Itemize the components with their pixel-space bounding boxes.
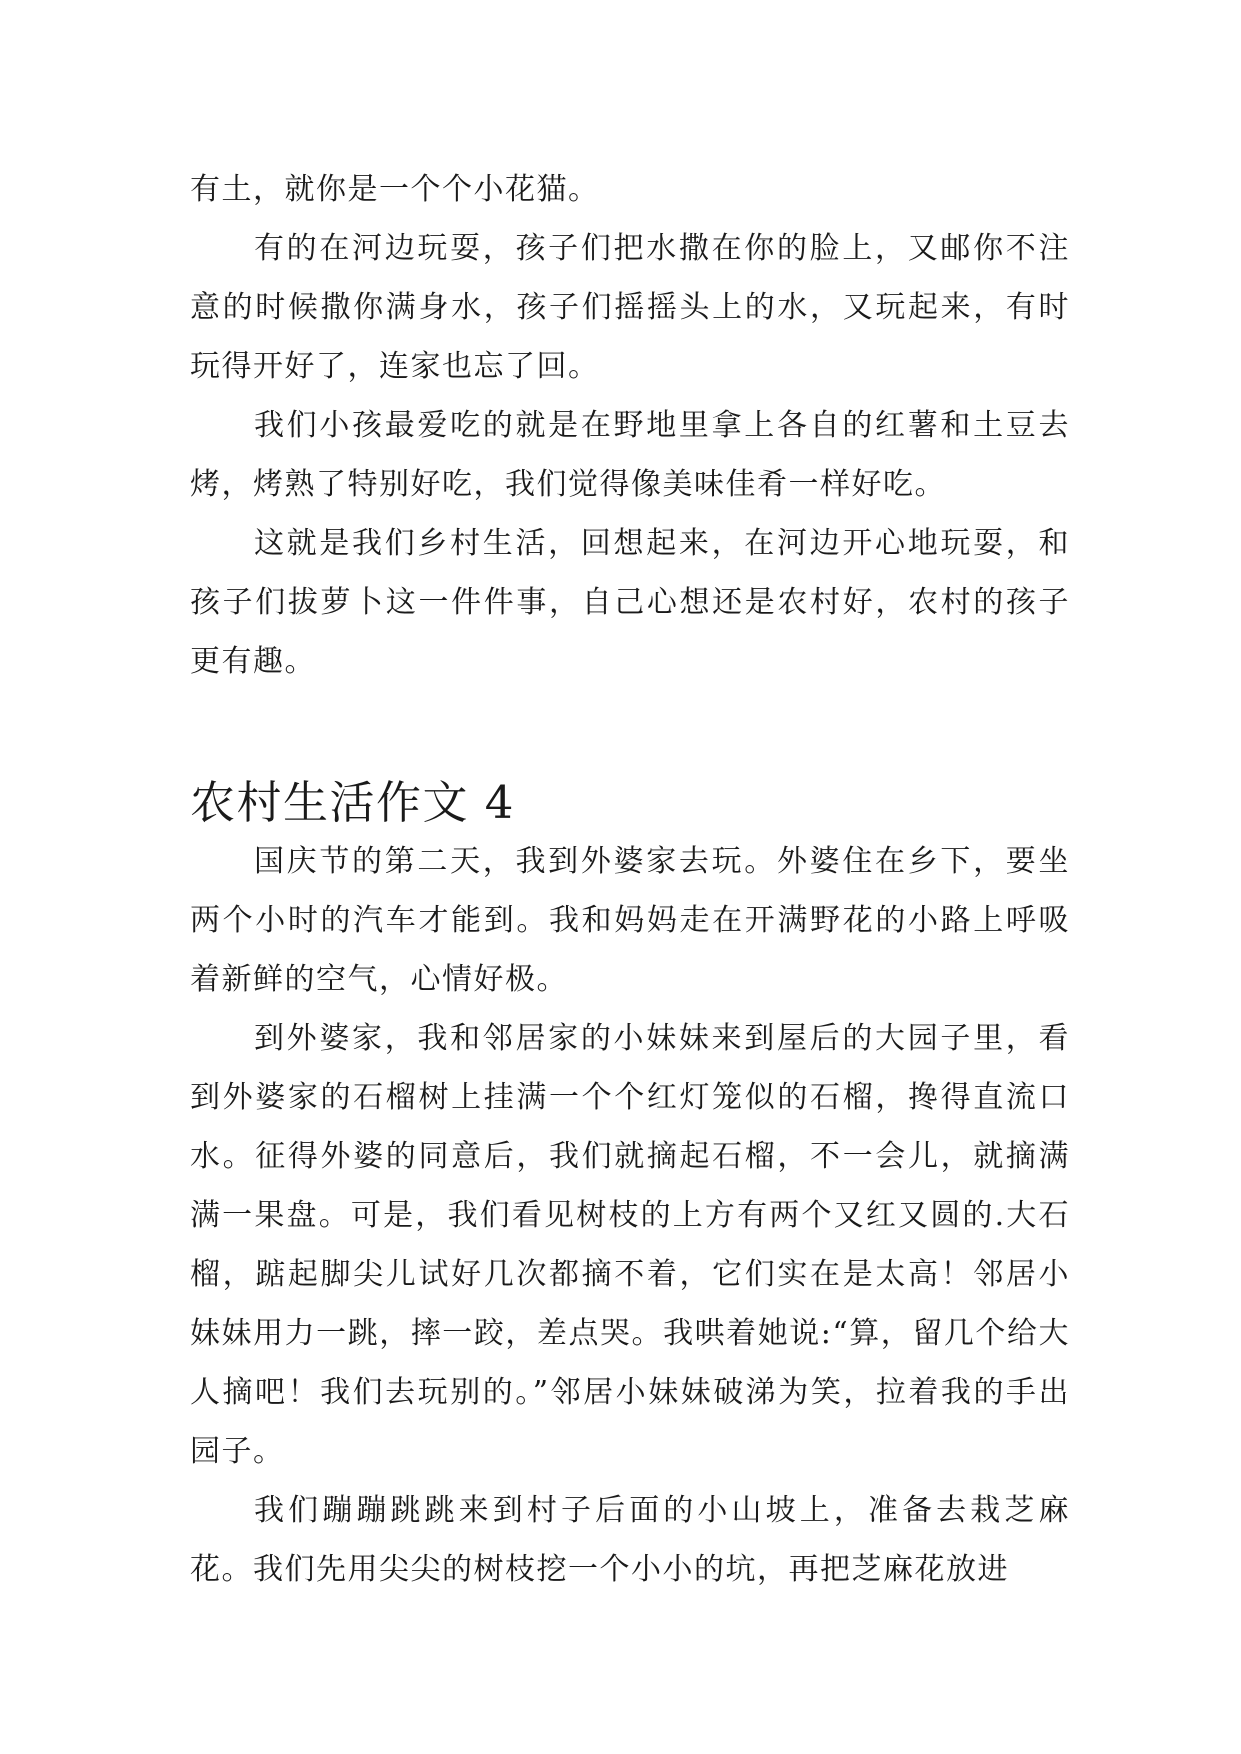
- document-body: [190, 160, 1070, 1599]
- paragraph-6: 到外婆家，我和邻居家的小妹妹来到屋后的大园子里，看到外婆家的石榴树上挂满一个个红灯笼似的石榴，搀得直流口水。征得外婆的同意后，我们就摘起石榴，不一会儿，就摘满满一果盘。可是，我们看见树枝的上方有两个又红又圆的.大石榴，踮起脚尖儿试好几次都摘不着，它们实在是太高！邻居小妹妹用力一跳，摔一跤，差点哭。我哄着她说:“算，留几个给大人摘吧！我们去玩别的。”邻居小妹妹破涕为笑，拉着我的手出园子。: [190, 1021, 1070, 1469]
- paragraph-3: 我们小孩最爱吃的就是在野地里拿上各自的红薯和土豆去烤，烤熟了特别好吃，我们觉得像美味佳肴一样好吃。: [190, 408, 1070, 502]
- paragraph-7: 我们蹦蹦跳跳来到村子后面的小山坡上，准备去栽芝麻花。我们先用尖尖的树枝挖一个小小的坑，再把芝麻花放进: [190, 1493, 1070, 1587]
- paragraph-1: 有土，就你是一个个小花猫。: [190, 172, 600, 207]
- paragraph-5: 国庆节的第二天，我到外婆家去玩。外婆住在乡下，要坐两个小时的汽车才能到。我和妈妈走在开满野花的小路上呼吸着新鲜的空气，心情好极。: [190, 844, 1070, 997]
- section-title: 农村生活作文 4: [190, 776, 515, 829]
- paragraph-4: 这就是我们乡村生活，回想起来，在河边开心地玩耍，和孩子们拔萝卜这一件件事，自己心想还是农村好，农村的孩子更有趣。: [190, 526, 1070, 679]
- paragraph-2: 有的在河边玩耍，孩子们把水撒在你的脸上，又邮你不注意的时候撒你满身水，孩子们摇摇头上的水，又玩起来，有时玩得开好了，连家也忘了回。: [190, 231, 1070, 384]
